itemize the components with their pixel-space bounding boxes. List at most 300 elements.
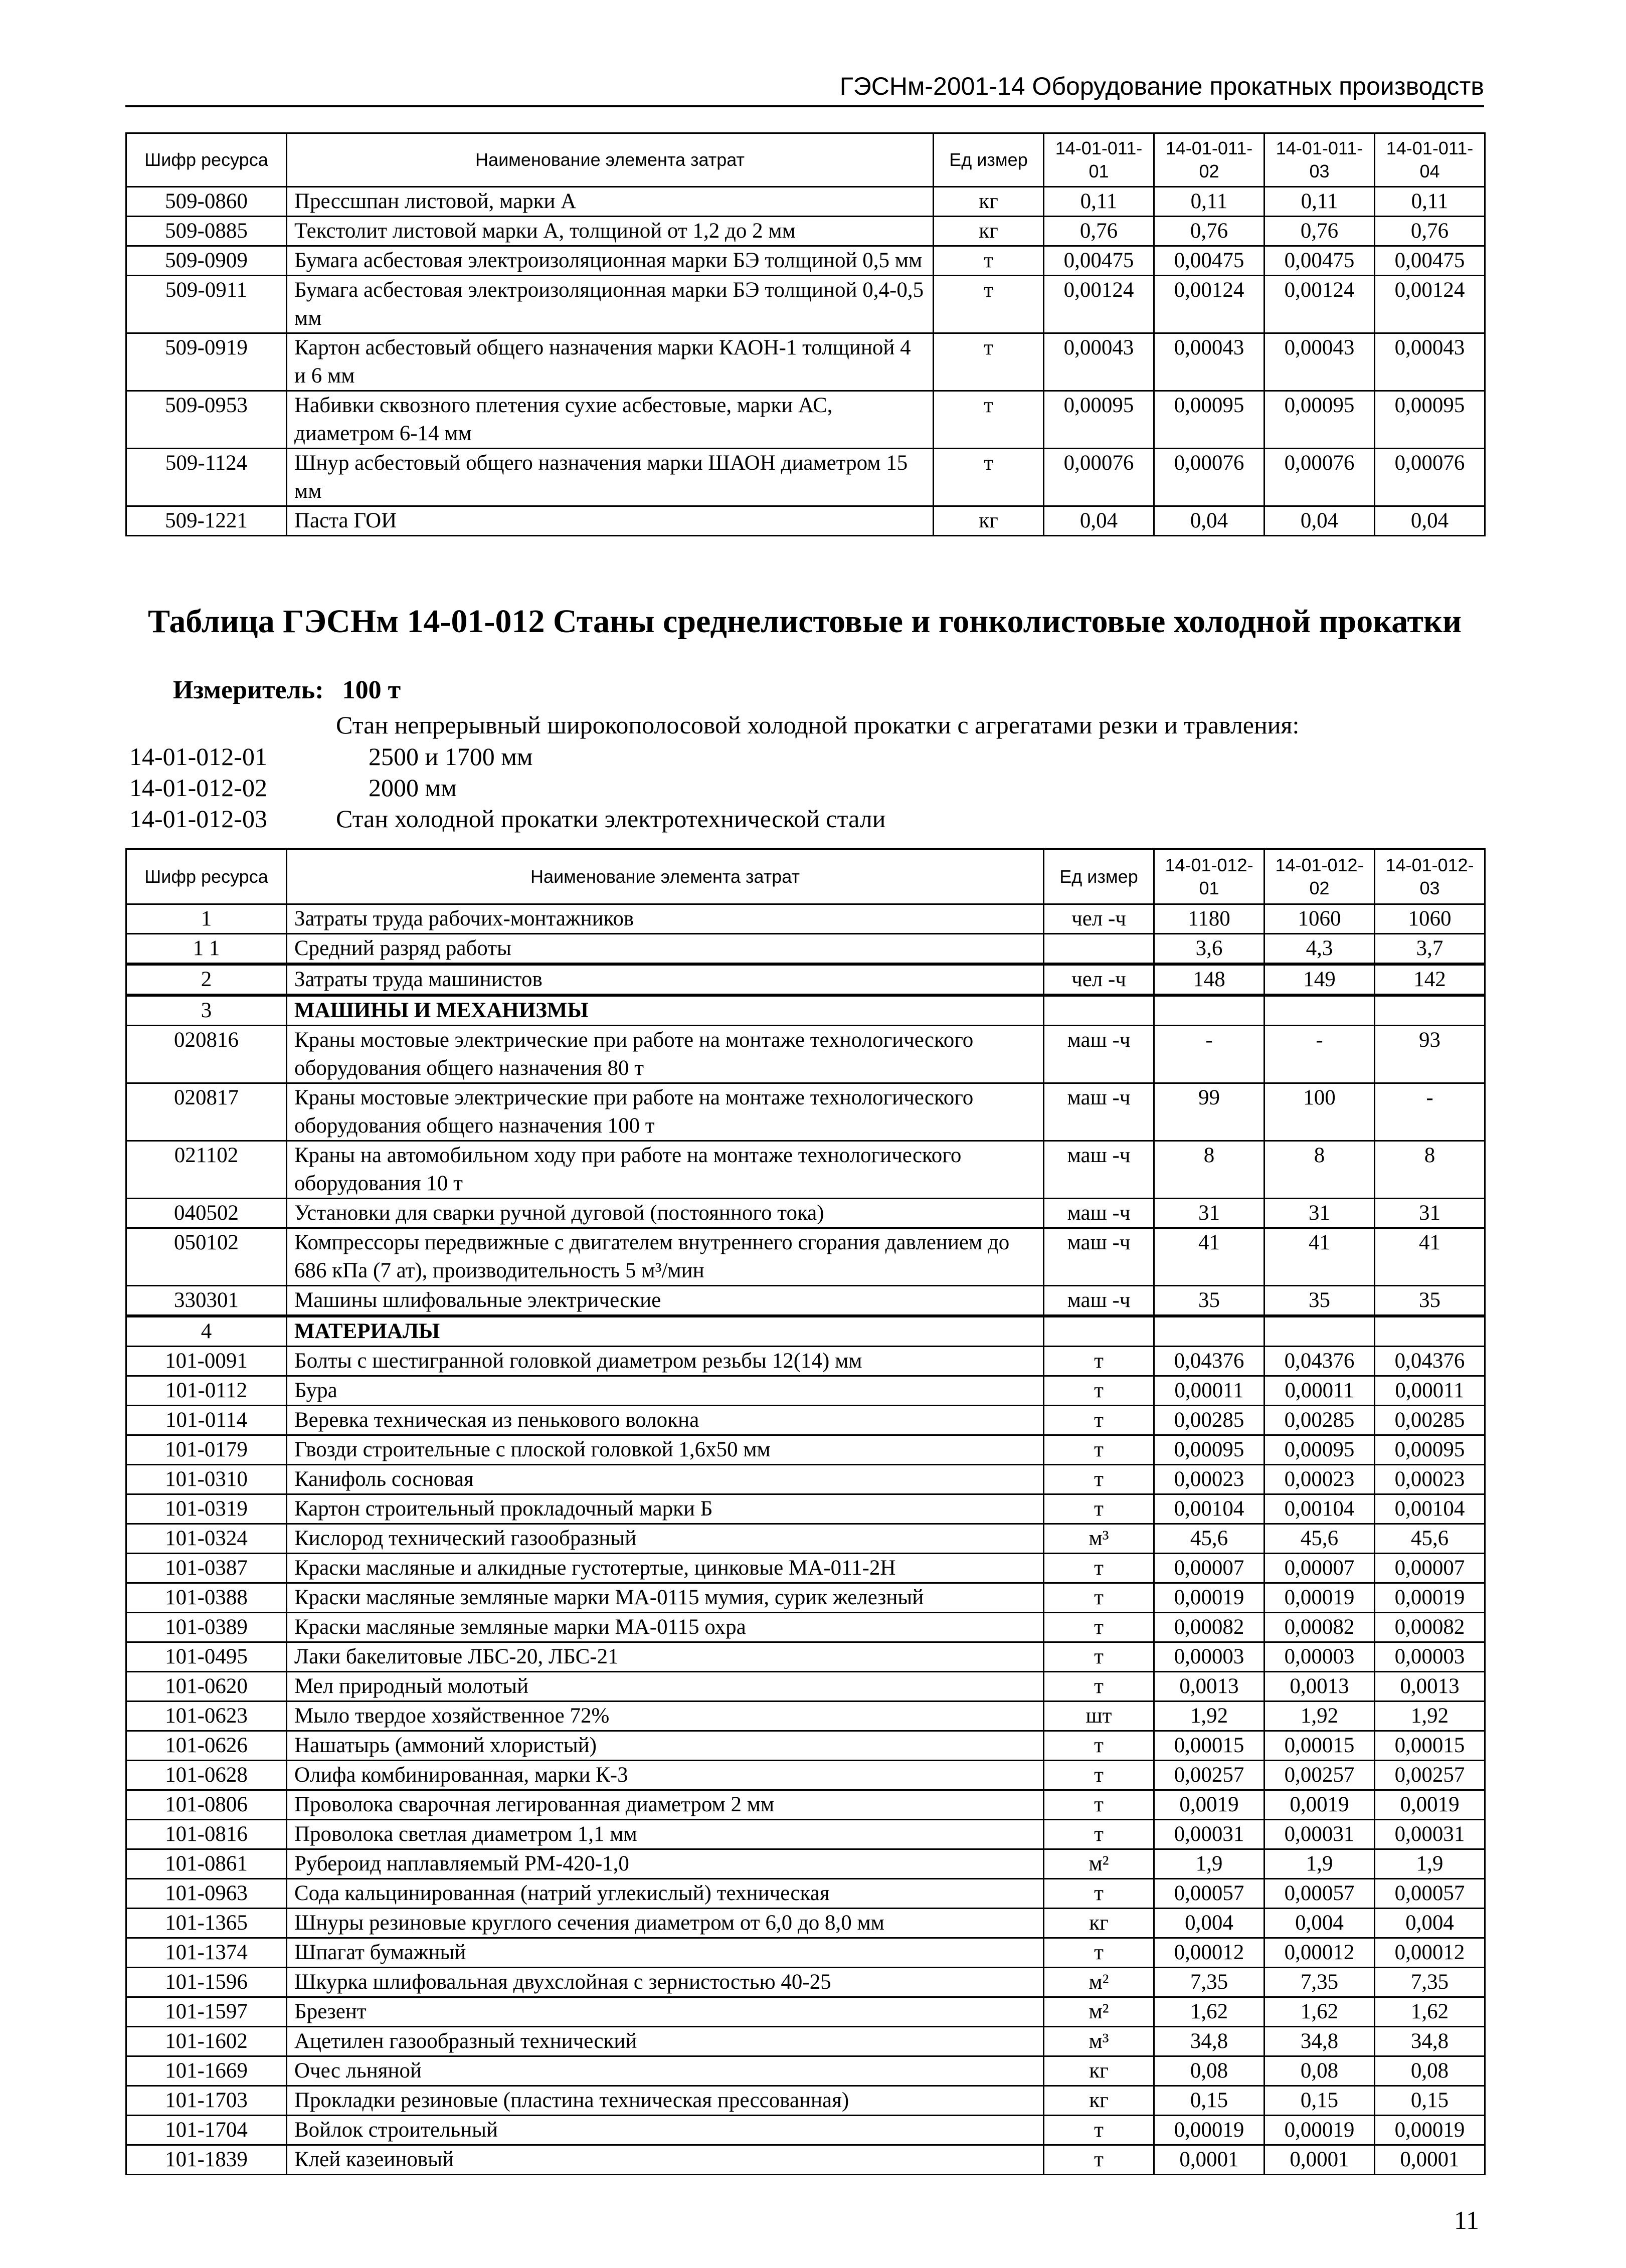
value-cell: 0,00015 bbox=[1154, 1731, 1264, 1761]
table-row bbox=[126, 2056, 1485, 2086]
resource-name-cell: Гвозди строительные с плоской головкой 1,6х50 мм bbox=[287, 1435, 1044, 1465]
value-cell: 0,00019 bbox=[1154, 2116, 1264, 2145]
resource-name-cell: Брезент bbox=[287, 1997, 1044, 2027]
value-cell: 1180 bbox=[1154, 904, 1264, 934]
resource-name-cell: Сода кальцинированная (натрий углекислый) техническая bbox=[287, 1879, 1044, 1909]
value-cell: 1,9 bbox=[1375, 1849, 1485, 1879]
resource-name-cell: Краны мостовые электрические при работе на монтаже технологического оборудования общего назначения 100 т bbox=[287, 1083, 1044, 1141]
value-cell: 0,00019 bbox=[1264, 1583, 1375, 1613]
resource-table-012 bbox=[125, 848, 1486, 2175]
table-row bbox=[126, 1435, 1485, 1465]
value-cell bbox=[1264, 1316, 1375, 1347]
table-row bbox=[126, 1406, 1485, 1435]
resource-name-cell: Мел природный молотый bbox=[287, 1672, 1044, 1702]
value-cell: 31 bbox=[1375, 1199, 1485, 1228]
table-row bbox=[126, 1968, 1485, 1997]
unit-cell: т bbox=[1044, 1376, 1154, 1406]
value-cell: 0,0019 bbox=[1154, 1790, 1264, 1820]
value-cell: 0,15 bbox=[1375, 2086, 1485, 2116]
resource-code-cell: 3 bbox=[126, 995, 287, 1026]
unit-cell: кг bbox=[1044, 2086, 1154, 2116]
table-row bbox=[126, 1731, 1485, 1761]
table-row bbox=[126, 506, 1485, 536]
value-cell: 0,0001 bbox=[1264, 2145, 1375, 2175]
resource-code-cell: 509-0911 bbox=[126, 276, 287, 333]
value-cell: 0,0001 bbox=[1154, 2145, 1264, 2175]
table-row bbox=[126, 2086, 1485, 2116]
value-cell: 0,00043 bbox=[1044, 333, 1154, 391]
resource-name-cell: Нашатырь (аммоний хлористый) bbox=[287, 1731, 1044, 1761]
table-row bbox=[126, 1583, 1485, 1613]
value-cell: 0,00082 bbox=[1154, 1613, 1264, 1642]
value-cell: 0,00475 bbox=[1154, 246, 1264, 276]
resource-code-cell: 101-1669 bbox=[126, 2056, 287, 2086]
value-cell: 0,00257 bbox=[1154, 1761, 1264, 1790]
table-row bbox=[126, 1465, 1485, 1494]
value-cell: 0,00023 bbox=[1154, 1465, 1264, 1494]
unit-cell: т bbox=[1044, 1761, 1154, 1790]
resource-name-cell: Затраты труда рабочих-монтажников bbox=[287, 904, 1044, 934]
table-row bbox=[126, 1672, 1485, 1702]
table-row bbox=[126, 964, 1485, 995]
value-cell: 0,76 bbox=[1264, 217, 1375, 246]
resource-name-cell: Лаки бакелитовые ЛБС-20, ЛБС-21 bbox=[287, 1642, 1044, 1672]
value-cell bbox=[1375, 995, 1485, 1026]
unit-cell: т bbox=[1044, 2145, 1154, 2175]
value-cell: 0,00023 bbox=[1375, 1465, 1485, 1494]
table-row bbox=[126, 1554, 1485, 1583]
resource-name-cell: Проволока сварочная легированная диаметром 2 мм bbox=[287, 1790, 1044, 1820]
meter-line bbox=[173, 674, 401, 706]
unit-cell bbox=[1044, 1316, 1154, 1347]
resource-name-cell: Канифоль сосновая bbox=[287, 1465, 1044, 1494]
value-cell: 7,35 bbox=[1375, 1968, 1485, 1997]
col-header-name: Наименование элемента затрат bbox=[287, 849, 1044, 904]
resource-name-cell: Шпагат бумажный bbox=[287, 1938, 1044, 1968]
value-cell: 0,00076 bbox=[1044, 449, 1154, 506]
value-cell: 0,00475 bbox=[1044, 246, 1154, 276]
resource-code-cell: 101-0495 bbox=[126, 1642, 287, 1672]
header-rule bbox=[125, 105, 1484, 107]
value-cell: 0,00095 bbox=[1375, 391, 1485, 449]
resource-name-cell: Краски масляные и алкидные густотертые, цинковые МА-011-2Н bbox=[287, 1554, 1044, 1583]
value-cell: 0,0001 bbox=[1375, 2145, 1485, 2175]
value-cell: 0,00095 bbox=[1154, 391, 1264, 449]
value-cell: 35 bbox=[1154, 1286, 1264, 1316]
resource-code-cell: 101-0319 bbox=[126, 1494, 287, 1524]
col-header-unit: Ед измер bbox=[1044, 849, 1154, 904]
resource-code-cell: 1 1 bbox=[126, 934, 287, 965]
col-header-code: Шифр ресурса bbox=[126, 849, 287, 904]
resource-name-cell: Текстолит листовой марки А, толщиной от 1,2 до 2 мм bbox=[287, 217, 934, 246]
unit-cell: кг bbox=[934, 506, 1044, 536]
value-cell: 8 bbox=[1375, 1141, 1485, 1199]
resource-code-cell: 101-0179 bbox=[126, 1435, 287, 1465]
value-cell bbox=[1375, 1316, 1485, 1347]
resource-code-cell: 050102 bbox=[126, 1228, 287, 1286]
norm-code-1: 14-01-012-01 bbox=[129, 742, 267, 771]
value-cell: 0,04 bbox=[1264, 506, 1375, 536]
value-cell: 0,00285 bbox=[1264, 1406, 1375, 1435]
unit-cell: м² bbox=[1044, 1849, 1154, 1879]
norm-text-2: 2000 мм bbox=[369, 774, 457, 802]
resource-code-cell: 101-0388 bbox=[126, 1583, 287, 1613]
value-cell: 100 bbox=[1264, 1083, 1375, 1141]
value-cell: 0,00019 bbox=[1264, 2116, 1375, 2145]
value-cell: 0,04376 bbox=[1264, 1347, 1375, 1376]
value-cell: 0,00007 bbox=[1154, 1554, 1264, 1583]
unit-cell: маш -ч bbox=[1044, 1026, 1154, 1083]
value-cell: 0,11 bbox=[1375, 187, 1485, 217]
value-cell: 0,00257 bbox=[1264, 1761, 1375, 1790]
unit-cell: м³ bbox=[1044, 1524, 1154, 1554]
table-row bbox=[126, 391, 1485, 449]
section-row bbox=[126, 1316, 1485, 1347]
value-cell: 7,35 bbox=[1154, 1968, 1264, 1997]
norm-code-2: 14-01-012-02 bbox=[129, 774, 267, 802]
value-cell bbox=[1154, 995, 1264, 1026]
value-cell: 0,00012 bbox=[1264, 1938, 1375, 1968]
table-row bbox=[126, 1997, 1485, 2027]
resource-code-cell: 101-1703 bbox=[126, 2086, 287, 2116]
value-cell: 0,00057 bbox=[1375, 1879, 1485, 1909]
value-cell: 0,00104 bbox=[1375, 1494, 1485, 1524]
resource-name-cell: МАШИНЫ И МЕХАНИЗМЫ bbox=[287, 995, 1044, 1026]
value-cell: 1,9 bbox=[1264, 1849, 1375, 1879]
table-row bbox=[126, 934, 1485, 965]
value-cell: 0,00095 bbox=[1044, 391, 1154, 449]
table-row bbox=[126, 333, 1485, 391]
resource-code-cell: 101-0626 bbox=[126, 1731, 287, 1761]
resource-code-cell: 101-1374 bbox=[126, 1938, 287, 1968]
value-cell: 0,00012 bbox=[1154, 1938, 1264, 1968]
value-cell: 1,62 bbox=[1154, 1997, 1264, 2027]
value-cell: 0,00095 bbox=[1154, 1435, 1264, 1465]
value-cell: 0,00007 bbox=[1264, 1554, 1375, 1583]
resource-code-cell: 509-1221 bbox=[126, 506, 287, 536]
value-cell: 99 bbox=[1154, 1083, 1264, 1141]
col-header-code-2: 14-01-012-02 bbox=[1264, 849, 1375, 904]
value-cell: - bbox=[1264, 1026, 1375, 1083]
value-cell: 0,00057 bbox=[1154, 1879, 1264, 1909]
resource-code-cell: 509-0860 bbox=[126, 187, 287, 217]
resource-name-cell: Краны на автомобильном ходу при работе на монтаже технологического оборудования 10 т bbox=[287, 1141, 1044, 1199]
unit-cell: маш -ч bbox=[1044, 1141, 1154, 1199]
value-cell: 0,00015 bbox=[1264, 1731, 1375, 1761]
value-cell: 0,00076 bbox=[1154, 449, 1264, 506]
resource-name-cell: Ацетилен газообразный технический bbox=[287, 2027, 1044, 2056]
value-cell: 41 bbox=[1375, 1228, 1485, 1286]
resource-name-cell: Бура bbox=[287, 1376, 1044, 1406]
table-header-row bbox=[126, 849, 1485, 904]
table-row bbox=[126, 1228, 1485, 1286]
value-cell: 1060 bbox=[1375, 904, 1485, 934]
table-row bbox=[126, 1849, 1485, 1879]
resource-code-cell: 101-0114 bbox=[126, 1406, 287, 1435]
resource-name-cell: Установки для сварки ручной дуговой (постоянного тока) bbox=[287, 1199, 1044, 1228]
unit-cell: т bbox=[1044, 1583, 1154, 1613]
value-cell: 0,0013 bbox=[1375, 1672, 1485, 1702]
resource-name-cell: Прессшпан листовой, марки А bbox=[287, 187, 934, 217]
resource-name-cell: Войлок строительный bbox=[287, 2116, 1044, 2145]
table-row bbox=[126, 2116, 1485, 2145]
unit-cell: т bbox=[1044, 1790, 1154, 1820]
table-row bbox=[126, 1347, 1485, 1376]
page-number: 11 bbox=[1454, 2206, 1479, 2235]
value-cell: 0,76 bbox=[1154, 217, 1264, 246]
resource-name-cell: Машины шлифовальные электрические bbox=[287, 1286, 1044, 1316]
unit-cell: т bbox=[1044, 1494, 1154, 1524]
value-cell: 0,00475 bbox=[1375, 246, 1485, 276]
col-header-code-3: 14-01-012-03 bbox=[1375, 849, 1485, 904]
resource-name-cell: Паста ГОИ bbox=[287, 506, 934, 536]
resource-code-cell: 101-1704 bbox=[126, 2116, 287, 2145]
table-row bbox=[126, 1199, 1485, 1228]
resource-name-cell: Краски масляные земляные марки МА-0115 мумия, сурик железный bbox=[287, 1583, 1044, 1613]
table-row bbox=[126, 1494, 1485, 1524]
value-cell: 3,7 bbox=[1375, 934, 1485, 965]
resource-code-cell: 101-0112 bbox=[126, 1376, 287, 1406]
value-cell: 0,00076 bbox=[1264, 449, 1375, 506]
unit-cell: т bbox=[1044, 1613, 1154, 1642]
unit-cell: т bbox=[1044, 1731, 1154, 1761]
value-cell: 41 bbox=[1264, 1228, 1375, 1286]
unit-cell bbox=[1044, 934, 1154, 965]
value-cell: 0,0019 bbox=[1264, 1790, 1375, 1820]
value-cell: 35 bbox=[1264, 1286, 1375, 1316]
table-header-row bbox=[126, 133, 1485, 187]
col-header-unit: Ед измер bbox=[934, 133, 1044, 187]
table-row bbox=[126, 1790, 1485, 1820]
resource-table-011 bbox=[125, 132, 1486, 536]
unit-cell: т bbox=[1044, 2116, 1154, 2145]
resource-code-cell: 101-1365 bbox=[126, 1909, 287, 1938]
col-header-code-1: 14-01-011-01 bbox=[1044, 133, 1154, 187]
value-cell: 0,00011 bbox=[1264, 1376, 1375, 1406]
resource-code-cell: 101-0963 bbox=[126, 1879, 287, 1909]
resource-code-cell: 101-0389 bbox=[126, 1613, 287, 1642]
unit-cell: т bbox=[1044, 1406, 1154, 1435]
norm-code-3: 14-01-012-03 bbox=[129, 805, 267, 833]
resource-code-cell: 101-0387 bbox=[126, 1554, 287, 1583]
unit-cell bbox=[1044, 995, 1154, 1026]
table-title: Таблица ГЭСНм 14-01-012 Станы среднелистовые и гонколистовые холодной прокатки bbox=[147, 603, 1462, 640]
value-cell: 0,11 bbox=[1044, 187, 1154, 217]
value-cell: 0,00003 bbox=[1154, 1642, 1264, 1672]
table-row bbox=[126, 1026, 1485, 1083]
unit-cell: т bbox=[1044, 1435, 1154, 1465]
resource-name-cell: Набивки сквозного плетения сухие асбестовые, марки АС, диаметром 6-14 мм bbox=[287, 391, 934, 449]
value-cell: 0,004 bbox=[1375, 1909, 1485, 1938]
value-cell: 3,6 bbox=[1154, 934, 1264, 965]
value-cell: 0,15 bbox=[1154, 2086, 1264, 2116]
col-header-code-4: 14-01-011-04 bbox=[1375, 133, 1485, 187]
resource-name-cell: Шнур асбестовый общего назначения марки ШАОН диаметром 15 мм bbox=[287, 449, 934, 506]
resource-code-cell: 101-0310 bbox=[126, 1465, 287, 1494]
value-cell: 0,00095 bbox=[1264, 1435, 1375, 1465]
unit-cell: маш -ч bbox=[1044, 1199, 1154, 1228]
unit-cell: т bbox=[934, 246, 1044, 276]
resource-code-cell: 020817 bbox=[126, 1083, 287, 1141]
value-cell: 0,00019 bbox=[1375, 2116, 1485, 2145]
resource-code-cell: 101-1602 bbox=[126, 2027, 287, 2056]
meter-value: 100 т bbox=[342, 676, 401, 704]
resource-name-cell: Кислород технический газообразный bbox=[287, 1524, 1044, 1554]
resource-name-cell: Краски масляные земляные марки МА-0115 охра bbox=[287, 1613, 1044, 1642]
resource-code-cell: 1 bbox=[126, 904, 287, 934]
resource-name-cell: МАТЕРИАЛЫ bbox=[287, 1316, 1044, 1347]
stan-description: Стан непрерывный широкополосовой холодной прокатки с агрегатами резки и травления: bbox=[336, 711, 1300, 739]
resource-name-cell: Прокладки резиновые (пластина техническая прессованная) bbox=[287, 2086, 1044, 2116]
unit-cell: м² bbox=[1044, 1968, 1154, 1997]
resource-code-cell: 101-0806 bbox=[126, 1790, 287, 1820]
value-cell: 0,11 bbox=[1264, 187, 1375, 217]
unit-cell: маш -ч bbox=[1044, 1228, 1154, 1286]
resource-name-cell: Олифа комбинированная, марки К-3 bbox=[287, 1761, 1044, 1790]
resource-name-cell: Бумага асбестовая электроизоляционная марки БЭ толщиной 0,4-0,5 мм bbox=[287, 276, 934, 333]
value-cell: 0,00023 bbox=[1264, 1465, 1375, 1494]
table-row bbox=[126, 1702, 1485, 1731]
unit-cell: кг bbox=[1044, 2056, 1154, 2086]
value-cell: 0,00012 bbox=[1375, 1938, 1485, 1968]
value-cell: 0,00257 bbox=[1375, 1761, 1485, 1790]
resource-code-cell: 101-1839 bbox=[126, 2145, 287, 2175]
resource-code-cell: 330301 bbox=[126, 1286, 287, 1316]
value-cell: 0,00095 bbox=[1264, 391, 1375, 449]
unit-cell: кг bbox=[1044, 1909, 1154, 1938]
meter-label: Измеритель: bbox=[173, 676, 324, 704]
value-cell: 0,08 bbox=[1375, 2056, 1485, 2086]
value-cell: 0,00124 bbox=[1154, 276, 1264, 333]
resource-name-cell: Шнуры резиновые круглого сечения диаметром от 6,0 до 8,0 мм bbox=[287, 1909, 1044, 1938]
table-body bbox=[126, 187, 1485, 536]
value-cell: 0,00475 bbox=[1264, 246, 1375, 276]
resource-code-cell: 4 bbox=[126, 1316, 287, 1347]
table-row bbox=[126, 904, 1485, 934]
table-row bbox=[126, 1083, 1485, 1141]
resource-code-cell: 509-0885 bbox=[126, 217, 287, 246]
value-cell: 0,0019 bbox=[1375, 1790, 1485, 1820]
table-row bbox=[126, 1938, 1485, 1968]
resource-name-cell: Бумага асбестовая электроизоляционная марки БЭ толщиной 0,5 мм bbox=[287, 246, 934, 276]
resource-name-cell: Краны мостовые электрические при работе на монтаже технологического оборудования общего назначения 80 т bbox=[287, 1026, 1044, 1083]
value-cell: 35 bbox=[1375, 1286, 1485, 1316]
table-row bbox=[126, 1909, 1485, 1938]
resource-name-cell: Проволока светлая диаметром 1,1 мм bbox=[287, 1820, 1044, 1849]
value-cell: 0,00031 bbox=[1375, 1820, 1485, 1849]
unit-cell: т bbox=[1044, 1642, 1154, 1672]
value-cell: 1060 bbox=[1264, 904, 1375, 934]
value-cell: 93 bbox=[1375, 1026, 1485, 1083]
norm-text-1: 2500 и 1700 мм bbox=[369, 742, 533, 771]
value-cell: 1,92 bbox=[1375, 1702, 1485, 1731]
unit-cell: т bbox=[1044, 1879, 1154, 1909]
value-cell: 0,00015 bbox=[1375, 1731, 1485, 1761]
value-cell: 0,0013 bbox=[1154, 1672, 1264, 1702]
unit-cell: т bbox=[1044, 1938, 1154, 1968]
value-cell: 0,08 bbox=[1154, 2056, 1264, 2086]
value-cell bbox=[1154, 1316, 1264, 1347]
resource-code-cell: 101-0628 bbox=[126, 1761, 287, 1790]
value-cell: 0,00019 bbox=[1375, 1583, 1485, 1613]
unit-cell: чел -ч bbox=[1044, 964, 1154, 995]
value-cell: 0,76 bbox=[1375, 217, 1485, 246]
value-cell: 0,00019 bbox=[1154, 1583, 1264, 1613]
value-cell: 45,6 bbox=[1154, 1524, 1264, 1554]
unit-cell: т bbox=[1044, 1465, 1154, 1494]
value-cell: 0,76 bbox=[1044, 217, 1154, 246]
resource-code-cell: 020816 bbox=[126, 1026, 287, 1083]
table-row bbox=[126, 1376, 1485, 1406]
unit-cell: шт bbox=[1044, 1702, 1154, 1731]
value-cell: 0,00057 bbox=[1264, 1879, 1375, 1909]
value-cell: 142 bbox=[1375, 964, 1485, 995]
resource-name-cell: Картон строительный прокладочный марки Б bbox=[287, 1494, 1044, 1524]
resource-code-cell: 101-0324 bbox=[126, 1524, 287, 1554]
value-cell: 149 bbox=[1264, 964, 1375, 995]
value-cell: 34,8 bbox=[1264, 2027, 1375, 2056]
value-cell: 148 bbox=[1154, 964, 1264, 995]
value-cell: 0,00104 bbox=[1154, 1494, 1264, 1524]
table-row bbox=[126, 449, 1485, 506]
resource-name-cell: Клей казеиновый bbox=[287, 2145, 1044, 2175]
value-cell: 0,04 bbox=[1044, 506, 1154, 536]
unit-cell: кг bbox=[934, 217, 1044, 246]
value-cell: 0,04376 bbox=[1154, 1347, 1264, 1376]
value-cell: 0,00124 bbox=[1264, 276, 1375, 333]
table-row bbox=[126, 1141, 1485, 1199]
value-cell: 1,62 bbox=[1264, 1997, 1375, 2027]
table-row bbox=[126, 187, 1485, 217]
value-cell: 0,00003 bbox=[1264, 1642, 1375, 1672]
value-cell: 0,00285 bbox=[1154, 1406, 1264, 1435]
resource-code-cell: 101-0091 bbox=[126, 1347, 287, 1376]
unit-cell: т bbox=[934, 391, 1044, 449]
norm-text-3: Стан холодной прокатки электротехнической стали bbox=[336, 805, 886, 833]
value-cell: 0,00031 bbox=[1154, 1820, 1264, 1849]
value-cell: 0,00124 bbox=[1044, 276, 1154, 333]
table-row bbox=[126, 1613, 1485, 1642]
unit-cell: чел -ч bbox=[1044, 904, 1154, 934]
value-cell: 0,00007 bbox=[1375, 1554, 1485, 1583]
value-cell: - bbox=[1154, 1026, 1264, 1083]
table-row bbox=[126, 1879, 1485, 1909]
unit-cell: т bbox=[1044, 1672, 1154, 1702]
resource-code-cell: 101-1596 bbox=[126, 1968, 287, 1997]
unit-cell: т bbox=[934, 449, 1044, 506]
resource-code-cell: 509-0953 bbox=[126, 391, 287, 449]
value-cell bbox=[1264, 995, 1375, 1026]
unit-cell: т bbox=[934, 276, 1044, 333]
value-cell: 0,00003 bbox=[1375, 1642, 1485, 1672]
unit-cell: т bbox=[1044, 1347, 1154, 1376]
resource-name-cell: Болты с шестигранной головкой диаметром резьбы 12(14) мм bbox=[287, 1347, 1044, 1376]
value-cell: 31 bbox=[1154, 1199, 1264, 1228]
value-cell: 0,004 bbox=[1264, 1909, 1375, 1938]
resource-code-cell: 101-0623 bbox=[126, 1702, 287, 1731]
value-cell: 8 bbox=[1264, 1141, 1375, 1199]
resource-code-cell: 101-0861 bbox=[126, 1849, 287, 1879]
resource-code-cell: 040502 bbox=[126, 1199, 287, 1228]
value-cell: 0,11 bbox=[1154, 187, 1264, 217]
value-cell: 41 bbox=[1154, 1228, 1264, 1286]
resource-code-cell: 2 bbox=[126, 964, 287, 995]
resource-name-cell: Рубероид наплавляемый РМ-420-1,0 bbox=[287, 1849, 1044, 1879]
col-header-code-2: 14-01-011-02 bbox=[1154, 133, 1264, 187]
value-cell: 0,00104 bbox=[1264, 1494, 1375, 1524]
resource-code-cell: 101-0816 bbox=[126, 1820, 287, 1849]
value-cell: 0,00095 bbox=[1375, 1435, 1485, 1465]
